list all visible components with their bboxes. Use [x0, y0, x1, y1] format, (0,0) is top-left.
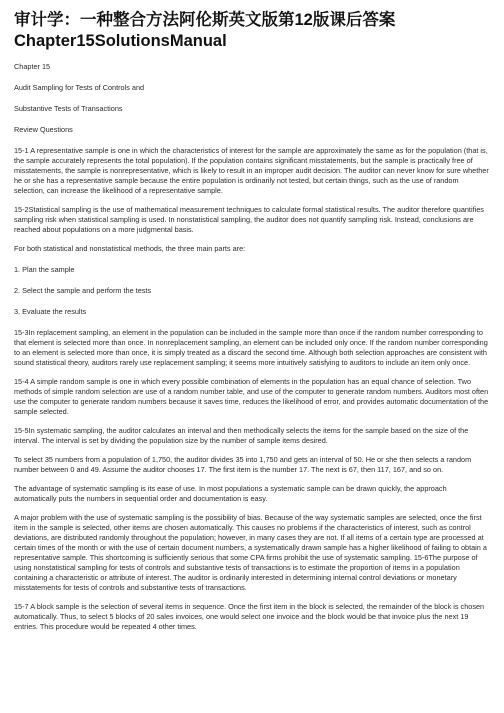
answer-15-5: 15-5In systematic sampling, the auditor calculates an interval and then methodically selects the items for the sample based on the size of the interval. The interval is set by dividing the population size by the number of sample items desired. [14, 426, 469, 445]
chapter-title-line1: Audit Sampling for Tests of Controls and [14, 83, 145, 92]
answer-15-7: 15-7 A block sample is the selection of several items in sequence. Once the first item in the block is selected, the remainder of the block is chosen automatically. Thus, to select 5 blocks of 20 sales invoices, one would select one invoice and the block would be that invoice plus the next 19 entries. This procedure would be repeated 4 other times. [14, 602, 485, 631]
title-english: Chapter15SolutionsManual [14, 32, 227, 50]
answer-15-2: 15-2Statistical sampling is the use of mathematical measurement techniques to calculate formal statistical results. The auditor therefore quantifies sampling risk when statistical sampling is used. In nonstatistical sampling, the auditor does not quantify sampling risk. Instead, conclusions are reached about populations on a more judgmental basis. [14, 205, 484, 234]
answer-15-3: 15-3In replacement sampling, an element in the population can be included in the sample more than once if the random number corresponding to that element is selected more than once. In nonreplacement sampling, an element can be included only once. If the random number corresponding to an element is selected more than once, it is simply treated as a discard the second time. Although both selection approaches are consistent with sound statistical theory, auditors rarely use replacement sampling; it seems more intuitively satisfying to auditors to include an item only once. [14, 328, 488, 367]
section-heading: Review Questions [14, 125, 73, 134]
list-item-3: 3. Evaluate the results [14, 307, 87, 316]
chapter-title-line2: Substantive Tests of Transactions [14, 104, 123, 113]
document-title [14, 10, 490, 52]
answer-15-1: 15-1 A representative sample is one in which the characteristics of interest for the sample are approximately the same as for the population (that is, the sample accurately represents the total population). If the population contains significant misstatements, but the sample is practically free of misstatements, the sample is nonrepresentative, which is likely to result in an improper audit decision. The auditor can never know for sure whether he or she has a representative sample because the entire population is ordinarily not tested, but certain things, such as the use of random selection, can increase the likelihood of a representative sample. [14, 146, 489, 195]
chapter-number: Chapter 15 [14, 62, 51, 71]
paragraph-systematic-example: To select 35 numbers from a population of 1,750, the auditor divides 35 into 1,750 and gets an interval of 50. He or she then selects a random number between 0 and 49. Assume the auditor chooses 17. The first item is the number 17. The next is 67, then 117, 167, and so on. [14, 455, 472, 474]
list-item-1: 1. Plan the sample [14, 265, 75, 274]
paragraph-systematic-advantage: The advantage of systematic sampling is its ease of use. In most populations a systematic sample can be drawn quickly, the approach automatically puts the numbers in sequential order and documentation is easy. [14, 484, 447, 503]
list-item-2: 2. Select the sample and perform the tests [14, 286, 152, 295]
paragraph-systematic-bias: A major problem with the use of systematic sampling is the possibility of bias. Because of the way systematic samples are selected, once the first item in the sample is selected, other items are chosen automatically. This causes no problems if the characteristics of interest, such as control deviations, are distributed randomly throughout the population; however, in many cases they are not. If all items of a certain type are processed at certain times of the month or with the use of certain document numbers, a systematically drawn sample has a higher likelihood of failing to obtain a representative sample. This shortcoming is sufficiently serious that some CPA firms prohibit the use of systematic sampling. 15-6The purpose of using nonstatistical sampling for tests of controls and substantive tests of transactions is to estimate the proportion of items in a population containing a characteristic or attribute of interest. The auditor is ordinarily interested in determining internal control deviations or monetary misstatements for tests of controls and substantive tests of transactions. [14, 513, 487, 592]
paragraph-three-parts: For both statistical and nonstatistical methods, the three main parts are: [14, 244, 246, 253]
title-chinese: 审计学：一种整合方法阿伦斯英文版第12版课后答案 [14, 11, 396, 29]
document-body [14, 62, 490, 632]
answer-15-4: 15-4 A simple random sample is one in which every possible combination of elements in the population has an equal chance of selection. Two methods of simple random selection are use of a random number table, and use of the computer to generate random numbers. Auditors most often use the computer to generate random numbers because it saves time, reduces the likelihood of error, and provides automatic documentation of the sample selected. [14, 377, 489, 416]
